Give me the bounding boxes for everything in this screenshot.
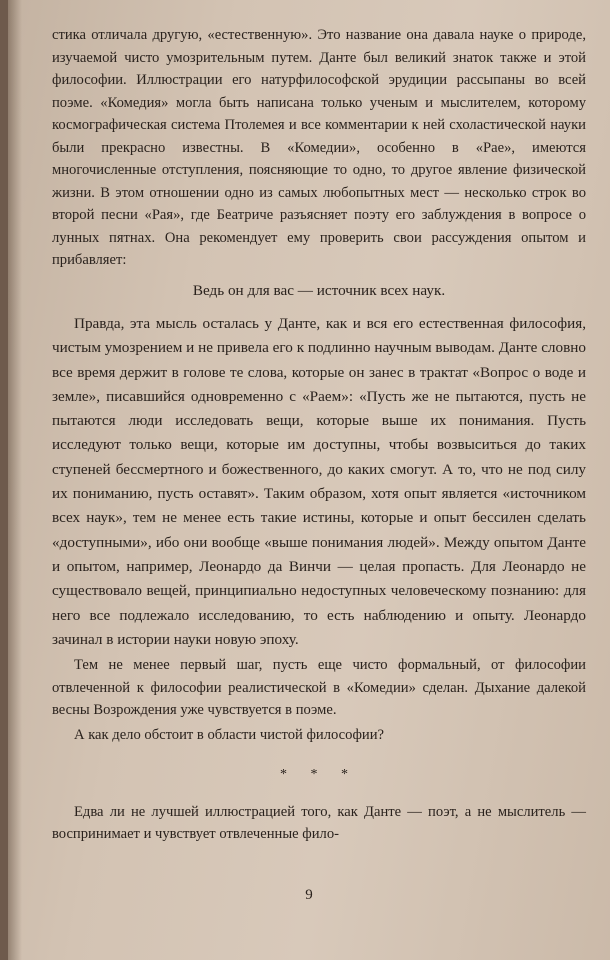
verse-quote: Ведь он для вас — источник всех наук. <box>192 281 446 299</box>
page-text <box>52 24 586 846</box>
paragraph-continued: стика отличала другую, «естественную». Это название она давала науке о природе, изучаемой чисто умозрительным путем. Данте был великий знаток также и этой философии. Иллюстрации его натурфилософской эрудиции рассыпаны во всей поэме. «Комедия» могла быть написана только ученым и мыслителем, которому космографическая система Птолемея и все комментарии к ней схоластической науки были прекрасно известны. В «Комедии», особенно в «Рае», имеются многочисленные отступления, поясняющие то одно, то другое явление физической жизни. В этом отношении одно из самых любопытных мест — несколько строк во второй песни «Рая», где Беатриче разъясняет поэту его заблуждения в вопросе о лунных пятнах. Она рекомендует ему проверить свои рассуждения опытом и прибавляет: <box>52 27 586 268</box>
paragraph-next-section: Едва ли не лучшей иллюстрацией того, как Данте — поэт, а не мыслитель — воспринимает и чувствует отвлеченные фило- <box>52 803 586 843</box>
page-number: 9 <box>305 887 313 903</box>
book-page <box>8 0 610 960</box>
paragraph-conclusion: Тем не менее первый шаг, пусть еще чисто формальный, от философии отвлеченной к философии реалистической в «Комедии» сделан. Дыхание далекой весны Возрождения уже чувствуется в поэме. <box>52 657 586 719</box>
paragraph-question: А как дело обстоит в области чистой философии? <box>74 726 384 743</box>
section-separator: * * * <box>280 767 358 783</box>
paragraph-main: Правда, эта мысль осталась у Данте, как и вся его естественная философия, чистым умозрением и не привела его к подлинно научным выводам. Данте словно все время держит в голове те слова, которые он занес в трактат «Вопрос о воде и земле», писавшийся одновременно с «Раем»: «Пусть же не пытаются, пусть не пытаются люди исследовать вещи, которые выше их понимания. Пусть исследуют только вещи, которые им доступны, чтобы возвыситься до таких ступеней бессмертного и божественного, до каких смогут. А то, что не под силу их пониманию, пусть оставят». Таким образом, хотя опыт является «источником всех наук», тем не менее есть такие истины, которые и опыт бессилен сделать «доступными», ибо они вообще «выше понимания людей». Между опытом Данте и опытом, например, Леонардо да Винчи — целая пропасть. Для Леонардо не существовало вещей, принципиально недоступных человеческому познанию: для него все подлежало исследованию, то есть наблюдению и опыту. Леонардо зачинал в истории науки новую эпоху. <box>52 315 586 648</box>
